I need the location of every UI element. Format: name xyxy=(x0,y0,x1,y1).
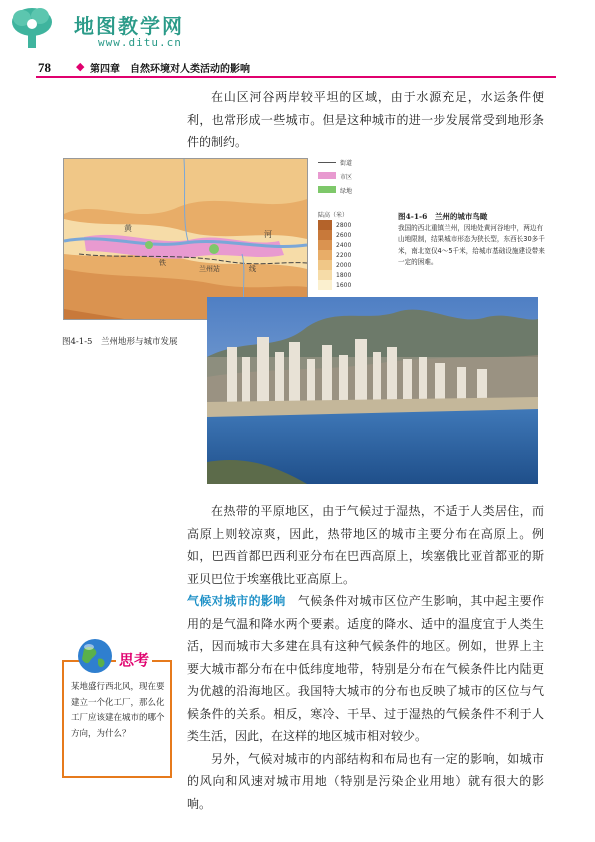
paragraph-1: 在山区河谷两岸较平坦的区域，由于水源充足，水运条件便利，也常形成一些城市。但是这种城市的进一步发展常受到地形条件的制约。 xyxy=(187,90,544,149)
watermark-url: www.ditu.cn xyxy=(98,36,182,49)
green-space xyxy=(145,241,153,249)
elevation-swatch xyxy=(318,280,332,290)
elevation-level: 2600 xyxy=(336,232,352,239)
tropics-paragraph-block xyxy=(187,500,544,590)
map-label: 铁 xyxy=(159,259,166,267)
elevation-scale xyxy=(318,220,388,290)
lanzhou-terrain-map xyxy=(63,158,308,320)
globe-icon xyxy=(76,637,114,675)
page-number: 78 xyxy=(38,60,51,75)
legend-swatch-urban xyxy=(318,172,336,179)
paragraph-4: 另外，气候对城市的内部结构和布局也有一定的影响，如城市的风向和风速对城市用地（特别是污染企业用地）就有很大的影响。 xyxy=(187,751,544,811)
section-heading: 气候对城市的影响 xyxy=(187,594,286,608)
elevation-level: 1600 xyxy=(336,282,352,289)
think-question: 某地盛行西北风，现在要建立一个化工厂，那么化工厂应该建在城市的哪个方向，为什么？ xyxy=(71,682,165,739)
watermark-title: 地图教学网 xyxy=(74,14,184,38)
elevation-swatch xyxy=(318,250,332,260)
intro-paragraph xyxy=(187,86,544,154)
lanzhou-city-photo xyxy=(207,297,538,484)
photo-caption xyxy=(398,211,546,269)
legend-label: 街道 xyxy=(340,160,353,167)
elevation-swatch xyxy=(318,260,332,270)
chapter-title: 第四章 自然环境对人类活动的影响 xyxy=(90,64,250,75)
photo-caption-title: 图4-1-6 兰州的城市鸟瞰 xyxy=(398,212,488,221)
elevation-level: 1800 xyxy=(336,272,352,279)
legend-swatch-street xyxy=(318,162,336,163)
green-space xyxy=(209,244,219,254)
paragraph-3: 气候条件对城市区位产生影响，其中起主要作用的是气温和降水两个要素。适度的降水、适中的温度宜于人类生活，因而城市大多建在具有这种气候条件的地区。例如，世界上主要大城市都分布在中低纬度地带，特别是分布在气候条件比内陆更为优越的沿海地区。我国特大城市的分布也反映了城市的区位与气候条件的关系。相反，寒冷、干旱、过于湿热的气候条件不利于人类生活，因此，在这样的地区城市相对较少。 xyxy=(187,594,544,743)
map-label: 黄 xyxy=(124,224,132,233)
diamond-icon: ◆ xyxy=(76,60,85,73)
elevation-swatch xyxy=(318,270,332,280)
paragraph-2: 在热带的平原地区，由于气候过于湿热，不适于人类居住，而高原上则较凉爽，因此，热带地区的城市主要分布在高原上。例如，巴西首都巴西利亚分布在巴西高原上，埃塞俄比亚首都亚的斯亚贝巴位于埃塞俄比亚高原上。 xyxy=(187,504,544,586)
elevation-level: 2200 xyxy=(336,252,352,259)
elevation-swatch xyxy=(318,240,332,250)
ditu-logo-tree-icon xyxy=(8,4,56,52)
map-caption: 图4-1-5 兰州地形与城市发展 xyxy=(62,337,178,347)
map-label: 河 xyxy=(264,230,272,239)
map-legend xyxy=(318,160,388,310)
city-photo-graphic xyxy=(207,297,538,484)
elevation-level: 2000 xyxy=(336,262,352,269)
legend-label: 绿地 xyxy=(340,188,353,195)
elevation-legend-title: 陆高（米） xyxy=(318,212,349,219)
elevation-level: 2800 xyxy=(336,222,352,229)
think-label: 思考 xyxy=(116,649,152,670)
paragraph-3-block xyxy=(187,590,544,748)
header-divider xyxy=(36,76,556,78)
photo-caption-body: 我国的西北重镇兰州，因地处黄河谷地中，两边有山地限制，结果城市形态为狭长型，东西长30多千米，南北宽仅4～5千米，给城市基础设施建设带来一定的困难。 xyxy=(398,223,545,266)
elevation-swatch xyxy=(318,230,332,240)
map-label: 线 xyxy=(249,265,256,273)
climate-section xyxy=(187,590,544,815)
legend-swatch-green xyxy=(318,186,336,193)
map-label: 兰州站 xyxy=(199,265,220,273)
elevation-swatch xyxy=(318,220,332,230)
legend-label: 市区 xyxy=(340,174,353,181)
elevation-level: 2400 xyxy=(336,242,352,249)
terrain-map-graphic xyxy=(64,159,307,319)
